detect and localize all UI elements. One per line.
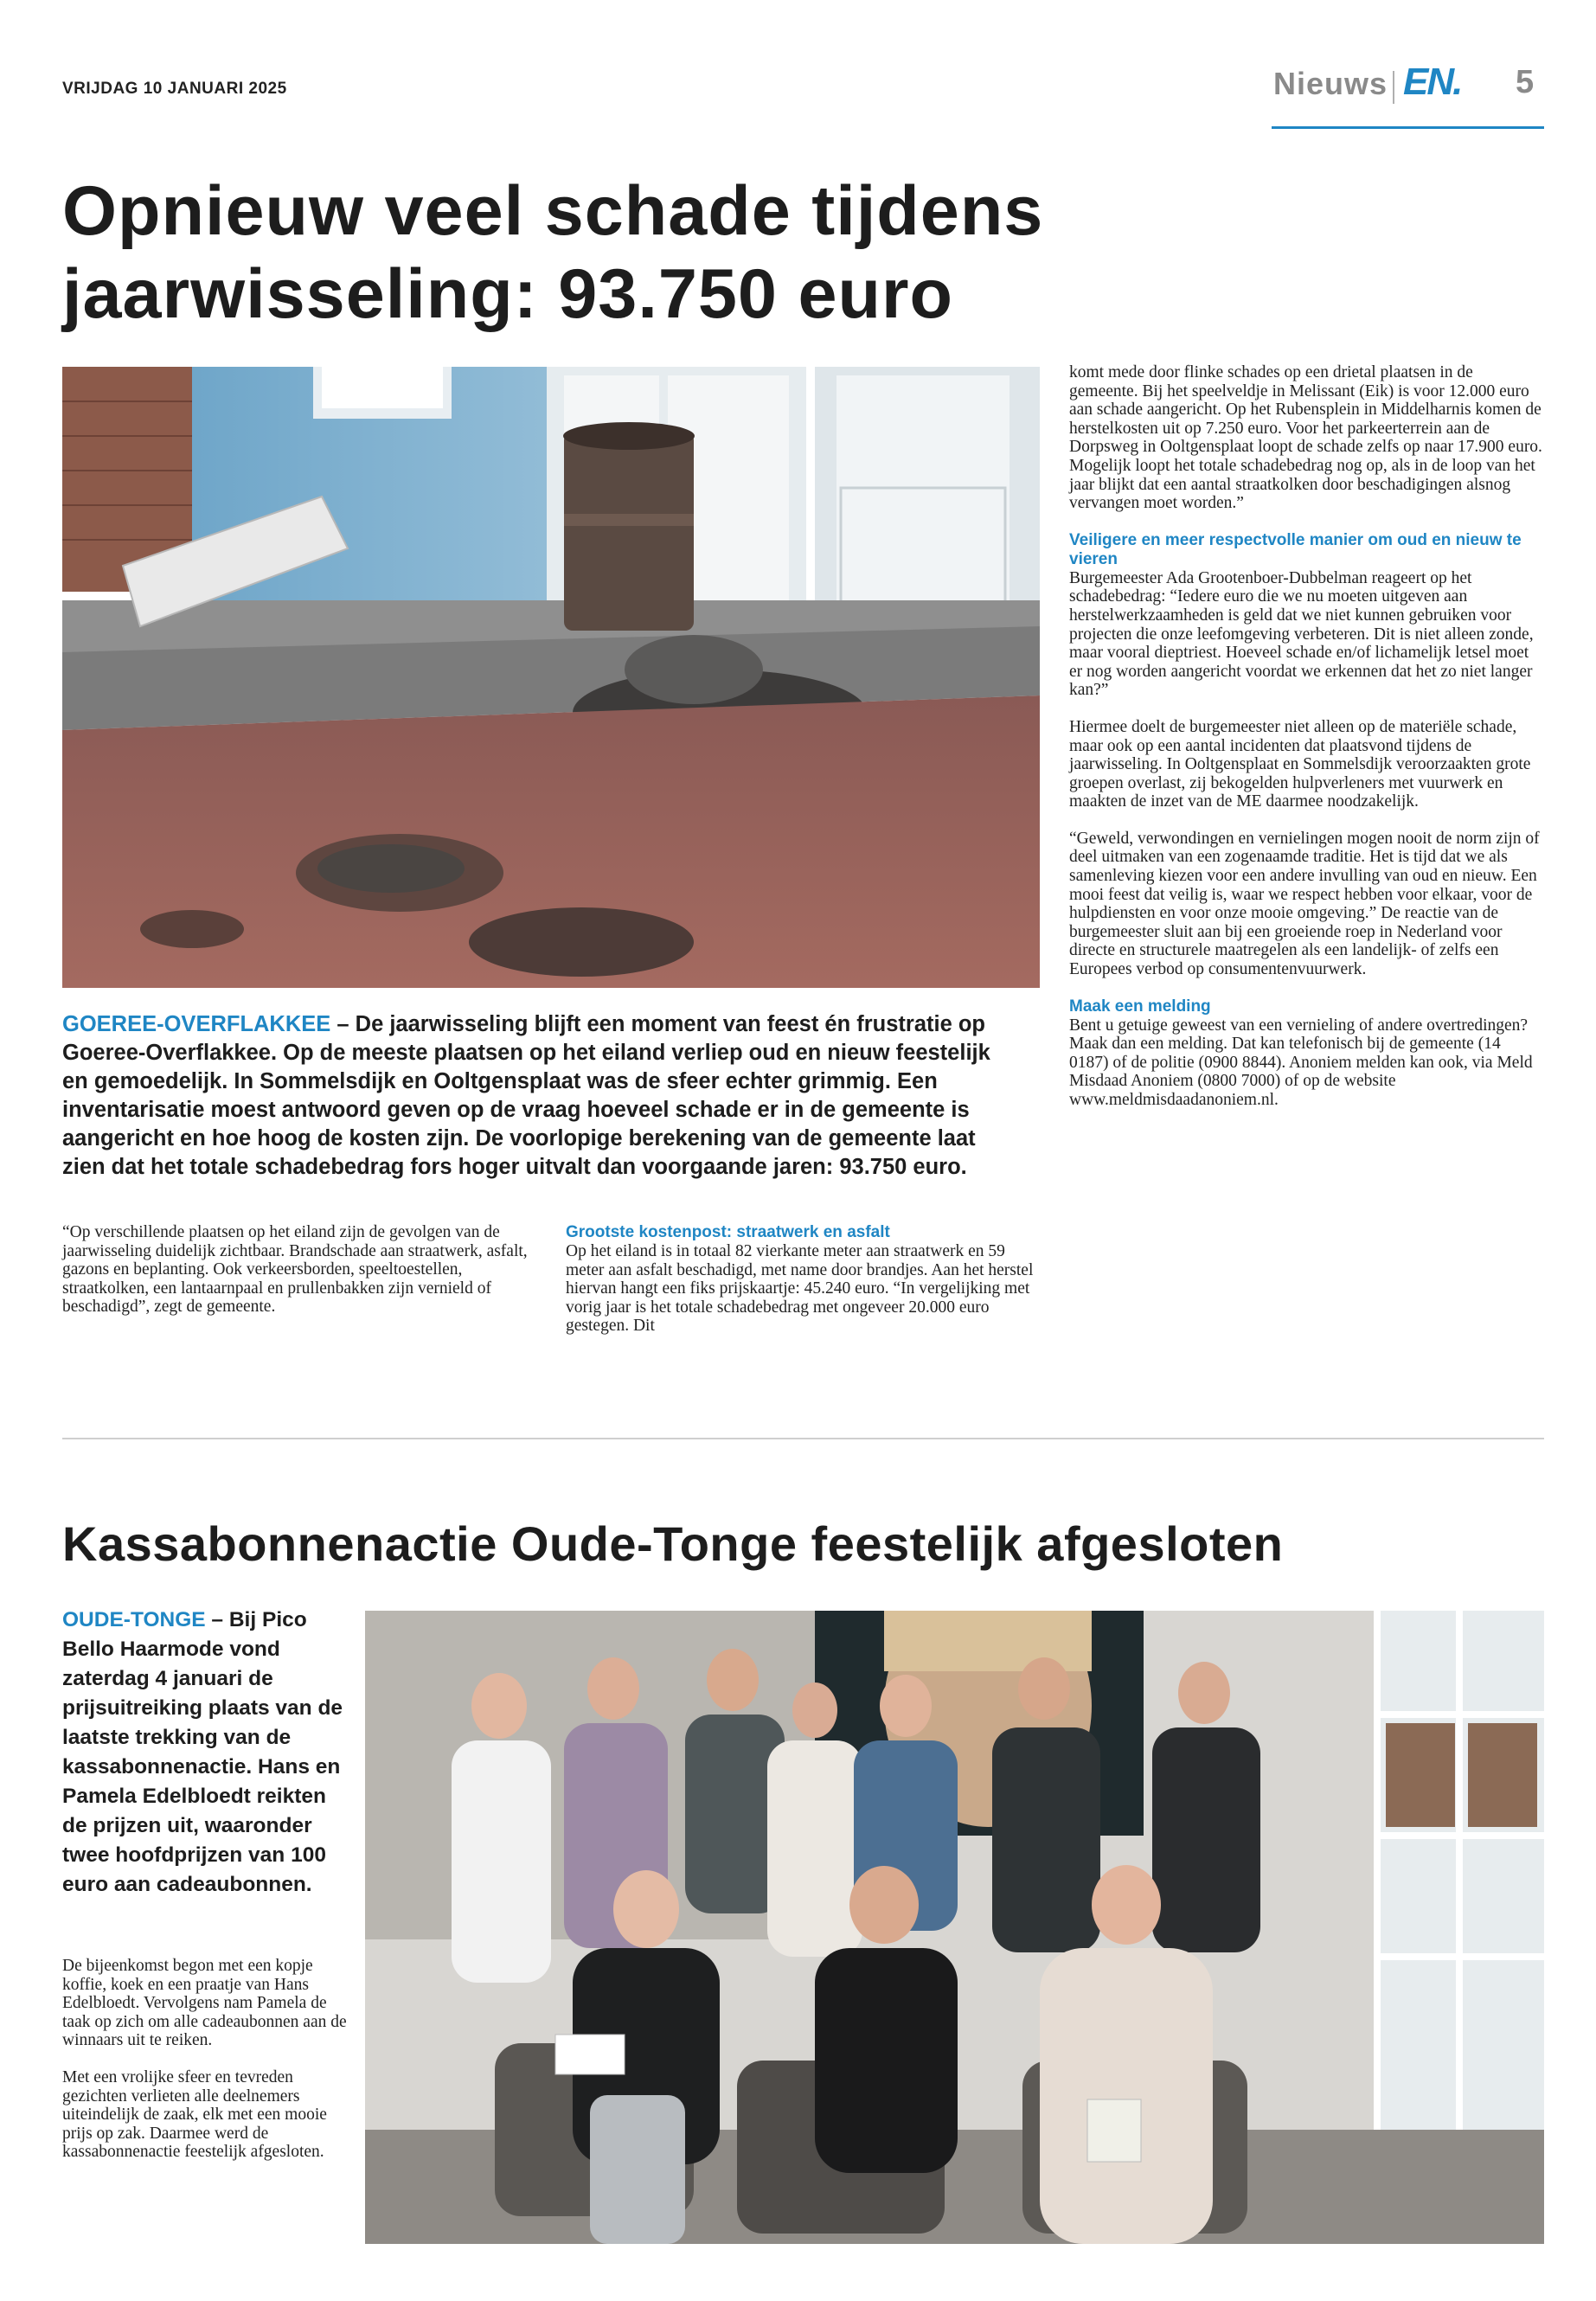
article-headline [62, 170, 1100, 336]
lead-text: – Bij Pico Bello Haarmode vond zaterdag 4 januari de prijsuitreiking plaats van de laatste trekking van de kassabonnenactie. Hans en Pamela Edelbloedt reikten de prijzen uit, waaronder twee hoofdprijzen van 100 euro aan cadeaubonnen. [62, 1608, 343, 1896]
page-number: 5 [1516, 64, 1535, 100]
headline-line-1: Opnieuw veel schade tijdens [62, 172, 1044, 250]
article-column-2 [566, 1223, 1040, 1336]
masthead-rule [1272, 126, 1544, 129]
issue-date: VRIJDAG 10 JANUARI 2025 [62, 80, 287, 98]
damage-photo [62, 367, 1040, 988]
body-paragraph: “Geweld, verwondingen en vernielingen mogen nooit de norm zijn of deel uitmaken van een zogenaamde traditie. Het is tijd dat we als samenleving kiezen voor een andere invulling van oud en nieuw. Een mooi feest dat veilig is, waar we respect hebben voor elkaar, voor de hulpdiensten en voor onze mooie omgeving.” De reactie van de burgemeester sluit aan bij een groeiende roep in Nederland voor directe en structurele maatregelen als een landelijk- of zelfs een Europees verbod op consumentenvuurwerk. [1069, 829, 1540, 979]
body-paragraph: Bent u getuige geweest van een vernieling of andere overtredingen? Maak dan een melding. Dat kan telefonisch bij de gemeente (14 0187) of de politie (0900 8844). Anoniem melden kan ook, via Meld Misdaad Anoniem (0800 7000) of op de website www.meldmisdaadanoniem.nl. [1069, 1016, 1533, 1109]
article-lead [62, 1606, 348, 1900]
body-paragraph: komt mede door flinke schades op een drietal plaatsen in de gemeente. Bij het speelveldje in Melissant (Eik) is voor 12.000 euro aan schade aangericht. Op het Rubensplein in Middelharnis komen de herstelkosten uit op 7.250 euro. Voor het parkeerterrein aan de Dorpsweg in Ooltgensplaat loopt de schade zelfs op naar 17.900 euro. Mogelijk loopt het totale schadebedrag nog op, als in de loop van het jaar blijkt dat een aantal straatkolken door beschadigingen alsnog vervangen moet worden.” [1069, 363, 1542, 513]
body-paragraph: Op het eiland is in totaal 82 vierkante meter aan straatwerk en 59 meter aan asfalt beschadigd, met name door brandjes. Aan het herstel hiervan hangt een fiks prijskaartje: 45.240 euro. “In vergelijking met vorig jaar is het totale schadebedrag met ongeveer 20.000 euro gestegen. Dit [566, 1242, 1034, 1336]
newspaper-logo: EN. [1403, 61, 1462, 103]
body-paragraph: “Op verschillende plaatsen op het eiland zijn de gevolgen van de jaarwisseling duidelijk zichtbaar. Brandschade aan straatwerk, asfalt, gazons en beplanting. Ook verkeersborden, speeltoestellen, straatkolken, een lantaarnpaal en prullenbakken zijn vernield of beschadigd”, zegt de gemeente. [62, 1223, 528, 1317]
headline-line-2: jaarwisseling: 93.750 euro [62, 255, 953, 333]
lead-kicker: GOEREE-OVERFLAKKEE [62, 1012, 331, 1036]
body-paragraph: Burgemeester Ada Grootenboer-Dubbelman reageert op het schadebedrag: “Iedere euro die we nu moeten uitgeven aan herstelwerkzaamheden is geld dat we niet kunnen gebruiken voor projecten die onze leefomgeving verbeteren. Dit is niet alleen zonde, maar vooral dieptriest. Hoeveel schade en/of lichamelijk letsel moet er nog worden aangericht voordat we erkennen dat het zo niet langer kan?” [1069, 568, 1534, 700]
article-divider [62, 1438, 1544, 1439]
subheading: Grootste kostenpost: straatwerk en asfalt [566, 1223, 890, 1241]
article-column [62, 1957, 348, 2162]
masthead-separator [1393, 71, 1394, 104]
body-paragraph: Hiermee doelt de burgemeester niet alleen op de materiële schade, maar ook op een aantal incidenten dat plaatsvond tijdens de jaarwisseling. In Ooltgensplaat en Sommelsdijk veroorzaakten grote groepen overlast, zij bekogelden hulpverleners met vuurwerk en maakten de inzet van de ME daarmee noodzakelijk. [1069, 717, 1531, 811]
section-label: Nieuws [1273, 66, 1388, 101]
article-column-1 [62, 1223, 529, 1317]
group-photo [365, 1611, 1544, 2244]
lead-text: – De jaarwisseling blijft een moment van feest én frustratie op Goeree-Overflakkee. Op de meeste plaatsen op het eiland verliep oud en nieuw feestelijk en gemoedelijk. In Sommelsdijk en Ooltgensplaat was de sfeer echter grimmig. Een inventarisatie moest antwoord geven op de vraag hoeveel schade er in de gemeente is aangericht en hoe hoog de kosten zijn. De voorlopige berekening van de gemeente laat zien dat het totale schadebedrag fors hoger uitvalt dan voorgaande jaren: 93.750 euro. [62, 1012, 990, 1179]
lead-kicker: OUDE-TONGE [62, 1608, 206, 1631]
subheading: Maak een melding [1069, 997, 1211, 1016]
article-lead [62, 1010, 1014, 1182]
article-column-3 [1069, 363, 1544, 1110]
body-paragraph: De bijeenkomst begon met een kopje koffie, koek en een praatje van Hans Edelbloedt. Vervolgens nam Pamela de taak op zich om alle cadeaubonnen aan de winnaars uit te reiken. [62, 1957, 347, 2050]
subheading: Veiligere en meer respectvolle manier om oud en nieuw te vieren [1069, 530, 1522, 568]
body-paragraph: Met een vrolijke sfeer en tevreden gezichten verlieten alle deelnemers uiteindelijk de zaak, elk met een mooie prijs op zak. Daarmee werd de kassabonnenactie feestelijk afgesloten. [62, 2067, 327, 2162]
article-headline: Kassabonnenactie Oude-Tonge feestelijk afgesloten [62, 1516, 1284, 1571]
